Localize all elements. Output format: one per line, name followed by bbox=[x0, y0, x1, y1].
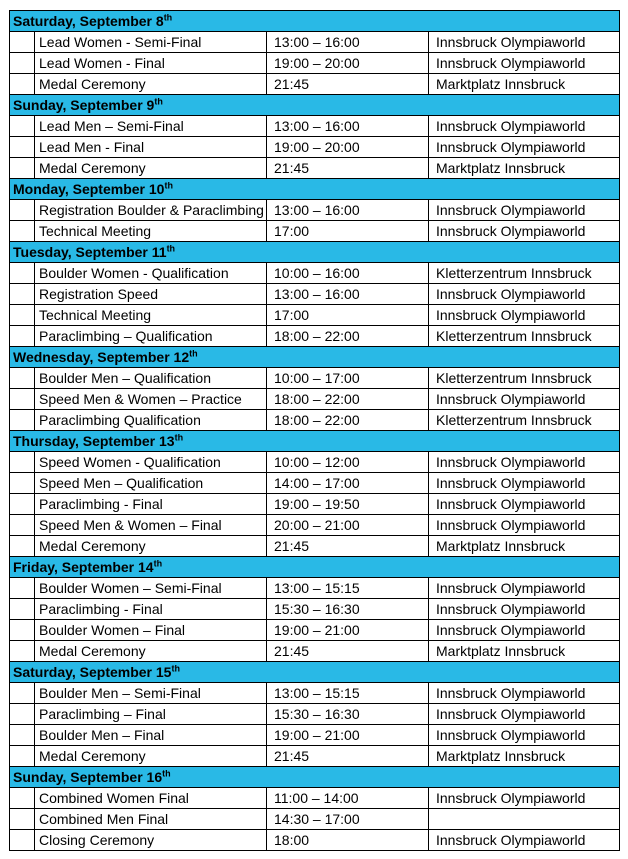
event-row bbox=[10, 263, 620, 284]
day-title: Friday, September 14 bbox=[13, 559, 154, 575]
event-name: Boulder Men – Semi-Final bbox=[35, 683, 267, 704]
day-header-row bbox=[10, 767, 620, 788]
indent-cell bbox=[10, 473, 35, 494]
event-venue: Innsbruck Olympiaworld bbox=[429, 683, 620, 704]
event-venue: Innsbruck Olympiaworld bbox=[429, 305, 620, 326]
event-name: Lead Women - Final bbox=[35, 53, 267, 74]
day-title: Monday, September 10 bbox=[13, 181, 165, 197]
event-venue: Marktplatz Innsbruck bbox=[429, 746, 620, 767]
event-row bbox=[10, 389, 620, 410]
indent-cell bbox=[10, 74, 35, 95]
event-row bbox=[10, 494, 620, 515]
day-title: Wednesday, September 12 bbox=[13, 349, 190, 365]
day-header bbox=[10, 431, 620, 452]
event-time: 20:00 – 21:00 bbox=[267, 515, 429, 536]
day-ordinal-suffix: th bbox=[153, 558, 163, 569]
event-row bbox=[10, 599, 620, 620]
event-time: 18:00 – 22:00 bbox=[267, 410, 429, 431]
event-time: 21:45 bbox=[267, 158, 429, 179]
indent-cell bbox=[10, 809, 35, 830]
event-time: 11:00 – 14:00 bbox=[267, 788, 429, 809]
event-venue: Kletterzentrum Innsbruck bbox=[429, 326, 620, 347]
event-name: Boulder Women – Final bbox=[35, 620, 267, 641]
indent-cell bbox=[10, 284, 35, 305]
day-header bbox=[10, 347, 620, 368]
event-name: Speed Men & Women – Final bbox=[35, 515, 267, 536]
indent-cell bbox=[10, 788, 35, 809]
event-name: Lead Men - Final bbox=[35, 137, 267, 158]
event-row bbox=[10, 74, 620, 95]
indent-cell bbox=[10, 830, 35, 851]
day-header-row bbox=[10, 662, 620, 683]
event-venue: Innsbruck Olympiaworld bbox=[429, 32, 620, 53]
event-time: 18:00 – 22:00 bbox=[267, 389, 429, 410]
event-row bbox=[10, 704, 620, 725]
indent-cell bbox=[10, 137, 35, 158]
indent-cell bbox=[10, 599, 35, 620]
day-title: Thursday, September 13 bbox=[13, 433, 175, 449]
event-time: 18:00 – 22:00 bbox=[267, 326, 429, 347]
event-row bbox=[10, 221, 620, 242]
indent-cell bbox=[10, 200, 35, 221]
event-name: Boulder Men – Qualification bbox=[35, 368, 267, 389]
event-venue: Innsbruck Olympiaworld bbox=[429, 221, 620, 242]
indent-cell bbox=[10, 158, 35, 179]
day-header-row bbox=[10, 431, 620, 452]
event-venue: Innsbruck Olympiaworld bbox=[429, 200, 620, 221]
schedule-body bbox=[10, 11, 620, 851]
event-row bbox=[10, 830, 620, 851]
event-row bbox=[10, 158, 620, 179]
day-header bbox=[10, 95, 620, 116]
event-time: 19:00 – 20:00 bbox=[267, 53, 429, 74]
event-name: Paraclimbing - Final bbox=[35, 599, 267, 620]
day-header bbox=[10, 11, 620, 32]
event-time: 21:45 bbox=[267, 74, 429, 95]
indent-cell bbox=[10, 368, 35, 389]
event-name: Registration Boulder & Paraclimbing bbox=[35, 200, 267, 221]
event-name: Boulder Men – Final bbox=[35, 725, 267, 746]
event-name: Paraclimbing – Final bbox=[35, 704, 267, 725]
event-venue: Innsbruck Olympiaworld bbox=[429, 137, 620, 158]
event-row bbox=[10, 620, 620, 641]
event-row bbox=[10, 116, 620, 137]
event-name: Speed Men & Women – Practice bbox=[35, 389, 267, 410]
day-ordinal-suffix: th bbox=[162, 768, 171, 779]
day-header-row bbox=[10, 242, 620, 263]
indent-cell bbox=[10, 704, 35, 725]
event-name: Medal Ceremony bbox=[35, 641, 267, 662]
event-name: Medal Ceremony bbox=[35, 74, 267, 95]
event-time: 14:30 – 17:00 bbox=[267, 809, 429, 830]
event-name: Paraclimbing Qualification bbox=[35, 410, 267, 431]
event-time: 13:00 – 16:00 bbox=[267, 116, 429, 137]
event-venue: Innsbruck Olympiaworld bbox=[429, 620, 620, 641]
event-venue: Kletterzentrum Innsbruck bbox=[429, 368, 620, 389]
indent-cell bbox=[10, 725, 35, 746]
day-header-row bbox=[10, 95, 620, 116]
event-time: 19:00 – 20:00 bbox=[267, 137, 429, 158]
event-venue: Kletterzentrum Innsbruck bbox=[429, 263, 620, 284]
event-row bbox=[10, 410, 620, 431]
event-row bbox=[10, 515, 620, 536]
indent-cell bbox=[10, 116, 35, 137]
event-venue: Kletterzentrum Innsbruck bbox=[429, 410, 620, 431]
day-header bbox=[10, 662, 620, 683]
event-time: 21:45 bbox=[267, 746, 429, 767]
indent-cell bbox=[10, 305, 35, 326]
indent-cell bbox=[10, 53, 35, 74]
event-row bbox=[10, 53, 620, 74]
event-time: 19:00 – 19:50 bbox=[267, 494, 429, 515]
day-header-row bbox=[10, 347, 620, 368]
event-venue: Innsbruck Olympiaworld bbox=[429, 704, 620, 725]
event-time: 14:00 – 17:00 bbox=[267, 473, 429, 494]
event-name: Combined Women Final bbox=[35, 788, 267, 809]
event-venue: Innsbruck Olympiaworld bbox=[429, 494, 620, 515]
day-header bbox=[10, 179, 620, 200]
event-row bbox=[10, 137, 620, 158]
day-ordinal-suffix: th bbox=[164, 180, 173, 191]
event-name: Registration Speed bbox=[35, 284, 267, 305]
event-time: 13:00 – 15:15 bbox=[267, 578, 429, 599]
event-time: 13:00 – 16:00 bbox=[267, 32, 429, 53]
event-venue: Innsbruck Olympiaworld bbox=[429, 473, 620, 494]
event-name: Boulder Women – Semi-Final bbox=[35, 578, 267, 599]
event-time: 21:45 bbox=[267, 536, 429, 557]
event-row bbox=[10, 452, 620, 473]
day-ordinal-suffix: th bbox=[154, 96, 163, 107]
event-venue: Marktplatz Innsbruck bbox=[429, 158, 620, 179]
event-name: Paraclimbing - Final bbox=[35, 494, 267, 515]
event-venue: Innsbruck Olympiaworld bbox=[429, 578, 620, 599]
event-name: Boulder Women - Qualification bbox=[35, 263, 267, 284]
event-name: Medal Ceremony bbox=[35, 536, 267, 557]
event-time: 18:00 bbox=[267, 830, 429, 851]
event-time: 10:00 – 17:00 bbox=[267, 368, 429, 389]
event-name: Technical Meeting bbox=[35, 305, 267, 326]
event-venue: Innsbruck Olympiaworld bbox=[429, 452, 620, 473]
event-name: Closing Ceremony bbox=[35, 830, 267, 851]
event-venue: Innsbruck Olympiaworld bbox=[429, 788, 620, 809]
event-name: Speed Men – Qualification bbox=[35, 473, 267, 494]
indent-cell bbox=[10, 32, 35, 53]
event-venue: Innsbruck Olympiaworld bbox=[429, 116, 620, 137]
event-row bbox=[10, 32, 620, 53]
event-time: 15:30 – 16:30 bbox=[267, 599, 429, 620]
schedule-table bbox=[9, 10, 620, 851]
event-row bbox=[10, 368, 620, 389]
day-header-row bbox=[10, 11, 620, 32]
event-time: 17:00 bbox=[267, 221, 429, 242]
event-venue: Marktplatz Innsbruck bbox=[429, 641, 620, 662]
event-venue: Innsbruck Olympiaworld bbox=[429, 53, 620, 74]
event-time: 19:00 – 21:00 bbox=[267, 620, 429, 641]
event-time: 21:45 bbox=[267, 641, 429, 662]
event-venue: Innsbruck Olympiaworld bbox=[429, 515, 620, 536]
event-name: Paraclimbing – Qualification bbox=[35, 326, 267, 347]
event-time: 13:00 – 16:00 bbox=[267, 200, 429, 221]
event-row bbox=[10, 725, 620, 746]
event-venue: Marktplatz Innsbruck bbox=[429, 74, 620, 95]
event-row bbox=[10, 809, 620, 830]
event-name: Speed Women - Qualification bbox=[35, 452, 267, 473]
event-time: 17:00 bbox=[267, 305, 429, 326]
event-row bbox=[10, 473, 620, 494]
event-row bbox=[10, 284, 620, 305]
indent-cell bbox=[10, 410, 35, 431]
event-name: Medal Ceremony bbox=[35, 746, 267, 767]
event-venue: Innsbruck Olympiaworld bbox=[429, 389, 620, 410]
event-venue: Innsbruck Olympiaworld bbox=[429, 725, 620, 746]
event-row bbox=[10, 578, 620, 599]
event-time: 13:00 – 16:00 bbox=[267, 284, 429, 305]
day-header bbox=[10, 767, 620, 788]
indent-cell bbox=[10, 641, 35, 662]
indent-cell bbox=[10, 746, 35, 767]
day-ordinal-suffix: th bbox=[189, 348, 198, 359]
indent-cell bbox=[10, 494, 35, 515]
day-title: Saturday, September 15 bbox=[13, 664, 172, 680]
day-ordinal-suffix: th bbox=[174, 432, 184, 443]
event-row bbox=[10, 305, 620, 326]
day-header bbox=[10, 242, 620, 263]
indent-cell bbox=[10, 221, 35, 242]
indent-cell bbox=[10, 578, 35, 599]
indent-cell bbox=[10, 452, 35, 473]
event-row bbox=[10, 788, 620, 809]
indent-cell bbox=[10, 326, 35, 347]
day-title: Sunday, September 9 bbox=[13, 97, 155, 113]
event-name: Lead Men – Semi-Final bbox=[35, 116, 267, 137]
event-name: Lead Women - Semi-Final bbox=[35, 32, 267, 53]
indent-cell bbox=[10, 263, 35, 284]
event-venue: Innsbruck Olympiaworld bbox=[429, 830, 620, 851]
event-venue: Innsbruck Olympiaworld bbox=[429, 599, 620, 620]
indent-cell bbox=[10, 389, 35, 410]
day-header-row bbox=[10, 557, 620, 578]
indent-cell bbox=[10, 620, 35, 641]
event-name: Medal Ceremony bbox=[35, 158, 267, 179]
event-row bbox=[10, 326, 620, 347]
event-row bbox=[10, 200, 620, 221]
event-row bbox=[10, 641, 620, 662]
event-name: Combined Men Final bbox=[35, 809, 267, 830]
event-venue bbox=[429, 809, 620, 830]
day-ordinal-suffix: th bbox=[171, 663, 180, 674]
day-ordinal-suffix: th bbox=[166, 243, 176, 254]
event-venue: Innsbruck Olympiaworld bbox=[429, 284, 620, 305]
day-title: Tuesday, September 11 bbox=[13, 244, 167, 260]
event-time: 19:00 – 21:00 bbox=[267, 725, 429, 746]
day-ordinal-suffix: th bbox=[163, 12, 173, 23]
day-header bbox=[10, 557, 620, 578]
indent-cell bbox=[10, 536, 35, 557]
event-row bbox=[10, 683, 620, 704]
event-time: 10:00 – 16:00 bbox=[267, 263, 429, 284]
event-row bbox=[10, 536, 620, 557]
day-header-row bbox=[10, 179, 620, 200]
event-time: 15:30 – 16:30 bbox=[267, 704, 429, 725]
indent-cell bbox=[10, 515, 35, 536]
day-title: Saturday, September 8 bbox=[13, 13, 164, 29]
event-time: 10:00 – 12:00 bbox=[267, 452, 429, 473]
event-venue: Marktplatz Innsbruck bbox=[429, 536, 620, 557]
event-time: 13:00 – 15:15 bbox=[267, 683, 429, 704]
day-title: Sunday, September 16 bbox=[13, 769, 163, 785]
event-name: Technical Meeting bbox=[35, 221, 267, 242]
event-row bbox=[10, 746, 620, 767]
indent-cell bbox=[10, 683, 35, 704]
